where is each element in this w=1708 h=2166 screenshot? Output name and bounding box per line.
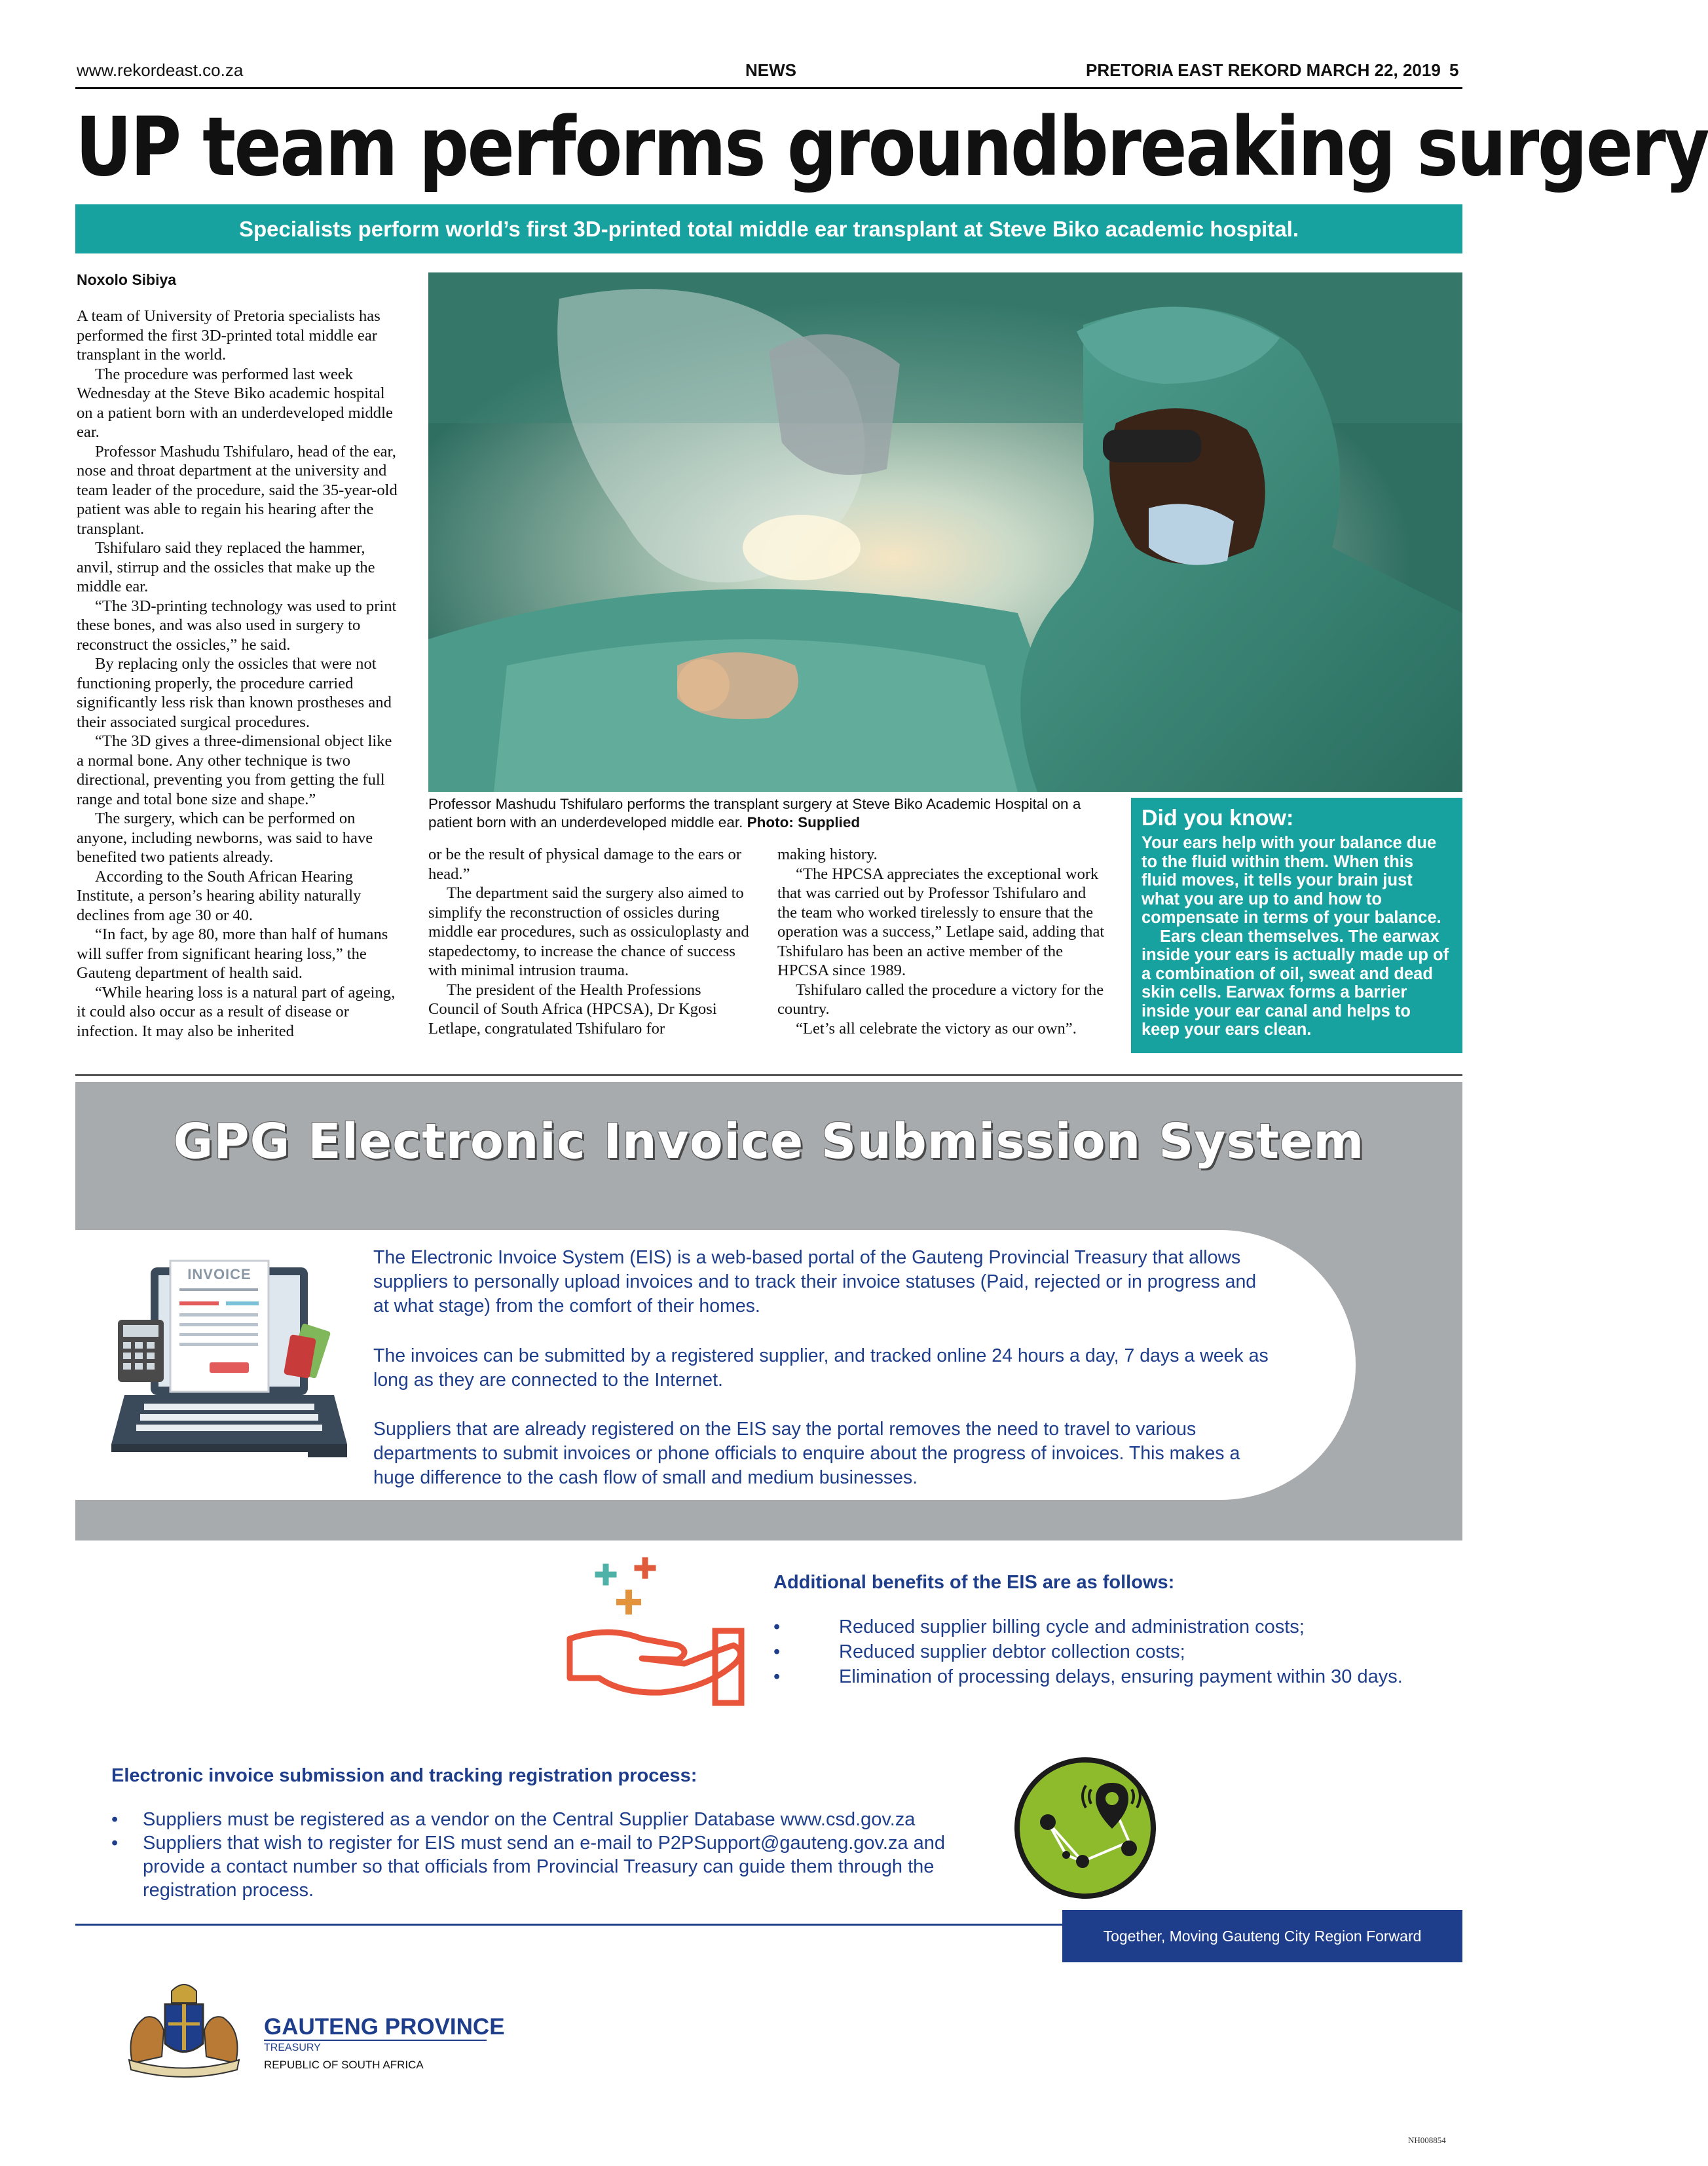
photo-credit: Photo: Supplied [747, 814, 861, 831]
location-network-icon [1014, 1757, 1157, 1899]
invoice-label: INVOICE [187, 1266, 251, 1282]
registration-title: Electronic invoice submission and tracking registration process: [111, 1765, 697, 1786]
article-paragraph: A team of University of Pretoria specialists has performed the first 3D-printed total middle ear transplant in the world. [77, 307, 381, 364]
article-column-1 [77, 307, 403, 1041]
subheadline-bar [75, 204, 1462, 253]
org-name-rule [264, 2040, 487, 2041]
article-paragraph: Professor Mashudu Tshifularo, head of the ear, nose and throat department at the university and team leader of the procedure, said the 35-year-old patient was able to regain his hearing after the transplant. [77, 442, 398, 538]
benefit-item: • Reduced supplier debtor collection costs; [773, 1641, 1185, 1662]
photo-caption [428, 795, 1116, 832]
registration-item: • Suppliers must be registered as a vendor on the Central Supplier Database www.csd.gov.za [111, 1809, 916, 1830]
advert-title: GPG Electronic Invoice Submission System [173, 1113, 1365, 1170]
article-paragraph: By replacing only the ossicles that were not functioning properly, the procedure carried significantly less risk than known prostheses and their associated surgical procedures. [77, 655, 392, 731]
benefits-list [773, 1615, 1455, 1689]
laptop-invoice-icon [111, 1248, 350, 1470]
article-paragraph: Tshifularo said they replaced the hammer, anvil, stirrup and the ossicles that make up the middle ear. [77, 539, 375, 595]
coat-of-arms-logo [113, 1978, 255, 2076]
byline: Noxolo Sibiya [77, 271, 177, 288]
advert-intro-paragraph: Suppliers that are already registered on the EIS say the portal removes the need to travel to various departments to submit invoices or phone officials to enquire about the progress of invoices. This makes a huge difference to the cash flow of small and medium businesses. [373, 1419, 1240, 1488]
did-you-know-box [1131, 798, 1462, 1053]
slogan-banner [1062, 1910, 1462, 1962]
article-paragraph: “Let’s all celebrate the victory as our own”. [796, 1019, 1077, 1037]
photo-caption-text: Professor Mashudu Tshifularo performs the transplant surgery at Steve Biko Academic Hospital on a patient born with an underdeveloped middle ear. [428, 796, 1081, 831]
page-number: 5 [1449, 60, 1459, 80]
hand-plus-icon [563, 1554, 760, 1711]
benefits-title: Additional benefits of the EIS are as follows: [773, 1572, 1175, 1593]
did-you-know-body [1142, 834, 1452, 1039]
article-paragraph: “The 3D gives a three-dimensional object like a normal bone. Any other technique is two directional, preventing you from getting the full range and total bone size and shape.” [77, 732, 392, 808]
benefit-item: • Elimination of processing delays, ensuring payment within 30 days. [773, 1666, 1403, 1687]
advert-intro-paragraph: The invoices can be submitted by a registered supplier, and tracked online 24 hours a day, 7 days a week as long as they are connected to the Internet. [373, 1345, 1269, 1391]
article-paragraph: Tshifularo called the procedure a victory for the country. [777, 980, 1104, 1018]
header-rule [75, 87, 1462, 89]
did-you-know-title: Did you know: [1142, 806, 1294, 831]
org-name: GAUTENG PROVINCE [264, 2014, 505, 2040]
headline: UP team performs groundbreaking surgery [75, 100, 1708, 195]
registration-item: • Suppliers that wish to register for EIS must send an e-mail to P2PSupport@gauteng.gov.za and provide a contact number so that officials from Provincial Treasury can guide them through the registration process. [111, 1833, 946, 1901]
website-url[interactable]: www.rekordeast.co.za [77, 60, 244, 80]
surgery-photo [428, 272, 1462, 792]
article-column-3 [777, 845, 1105, 1038]
article-paragraph: “While hearing loss is a natural part of ageing, it could also occur as a result of disease or infection. It may also be inherited [77, 983, 396, 1040]
article-paragraph: or be the result of physical damage to the ears or head.” [428, 846, 742, 883]
article-paragraph: The surgery, which can be performed on anyone, including newborns, was said to have benefited two patients already. [77, 810, 373, 866]
did-you-know-paragraph: Your ears help with your balance due to the fluid within them. When this fluid moves, it tells your brain just what you are up to and how to compensate in terms of your balance. [1142, 834, 1441, 927]
article-paragraph: “The 3D-printing technology was used to print these bones, and was also used in surgery to reconstruct the ossicles,” he said. [77, 597, 397, 654]
article-paragraph: The president of the Health Professions Council of South Africa (HPCSA), Dr Kgosi Letlape, congratulated Tshifularo for [428, 980, 717, 1037]
surgery-photo-illustration [428, 272, 1462, 792]
section-separator [75, 1074, 1462, 1076]
article-paragraph: The procedure was performed last week Wednesday at the Steve Biko academic hospital on a patient born with an underdeveloped middle ear. [77, 365, 393, 441]
registration-list [111, 1808, 1002, 1902]
section-label: NEWS [745, 60, 796, 80]
org-country: REPUBLIC OF SOUTH AFRICA [264, 2059, 424, 2071]
org-department: TREASURY [264, 2042, 321, 2053]
benefit-item: • Reduced supplier billing cycle and administration costs; [773, 1616, 1305, 1637]
publication-date: PRETORIA EAST REKORD MARCH 22, 2019 [1086, 60, 1441, 80]
article-paragraph: According to the South African Hearing Institute, a person’s hearing ability naturally declines from age 30 or 40. [77, 867, 362, 924]
slogan-text: Together, Moving Gauteng City Region Forward [1103, 1927, 1422, 1945]
article-paragraph: “In fact, by age 80, more than half of humans will suffer from significant hearing loss,” the Gauteng department of health said. [77, 925, 388, 982]
did-you-know-paragraph: Ears clean themselves. The earwax inside your ears is actually made up of a combination of oil, sweat and dead skin cells. Earwax forms a barrier inside your ear canal and helps to keep your ears clean. [1142, 927, 1449, 1039]
subheadline: Specialists perform world’s first 3D-printed total middle ear transplant at Steve Biko academic hospital. [238, 216, 1299, 241]
article-paragraph: “The HPCSA appreciates the exceptional work that was carried out by Professor Tshifularo and the team who worked tirelessly to ensure that the operation was a success,” Letlape said, adding that Tshifularo has been an active member of the HPCSA since 1989. [777, 865, 1105, 979]
advert-code: NH008854 [1408, 2135, 1446, 2145]
article-paragraph: making history. [777, 846, 878, 863]
article-column-2 [428, 845, 756, 1038]
article-paragraph: The department said the surgery also aimed to simplify the reconstruction of ossicles during middle ear procedures, such as ossiculoplasty and stapedectomy, to increase the chance of success with minimal intrusion trauma. [428, 884, 749, 979]
advert-intro-paragraph: The Electronic Invoice System (EIS) is a web-based portal of the Gauteng Provincial Treasury that allows suppliers to personally upload invoices and to track their invoice statuses (Paid, rejected or in progress and at what stage) from the comfort of their homes. [373, 1247, 1257, 1316]
